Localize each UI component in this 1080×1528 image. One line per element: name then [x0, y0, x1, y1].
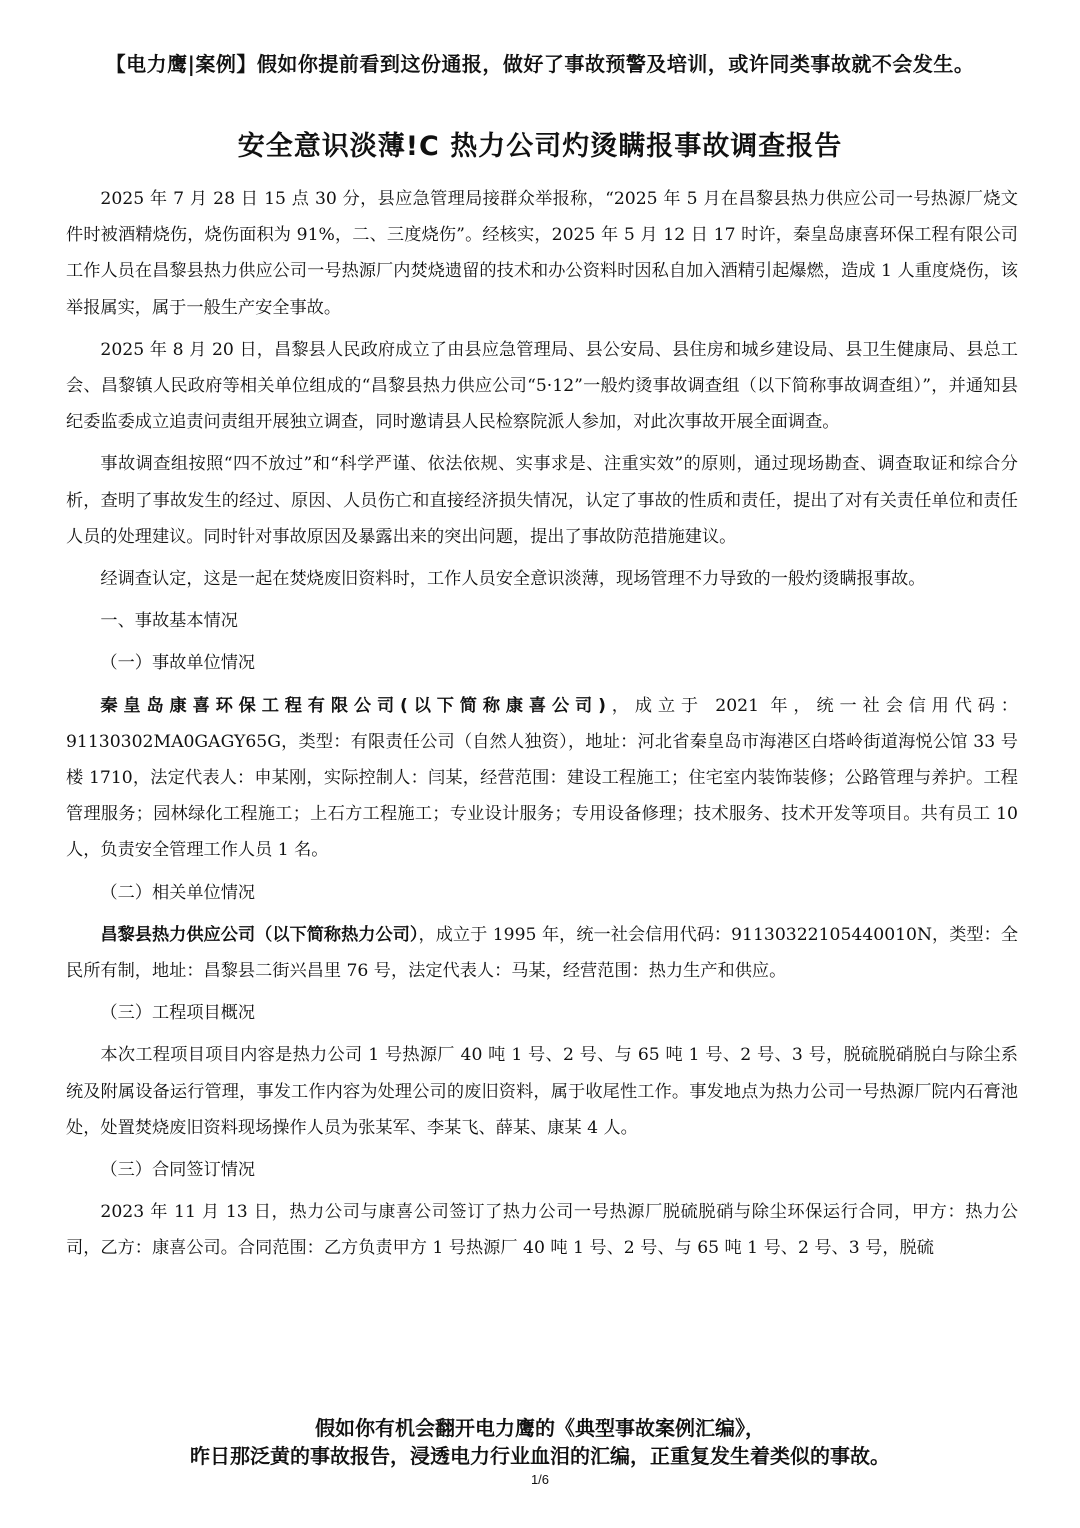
footer-line: 昨日那泛黄的事故报告，浸透电力行业血泪的汇编，正重复发生着类似的事故。	[190, 1444, 890, 1468]
paragraph: 本次工程项目项目内容是热力公司 1 号热源厂 40 吨 1 号、2 号、与 65 吨 1 号、2 号、3 号，脱硫脱硝脱白与除尘系统及附属设备运行管理，事发工作内容为处理公司的废旧资料，属于收尾性工作。事发地点为热力公司一号热源厂院内石膏池处，处置焚烧废旧资料现场操作人员为张某军、李某飞、薛某、康某 4 人。	[66, 1045, 1018, 1138]
report-body	[66, 181, 1018, 1273]
page-number: 1/6	[530, 1472, 550, 1487]
paragraph: 2025 年 7 月 28 日 15 点 30 分，县应急管理局接群众举报称，“2025 年 5 月在昌黎县热力供应公司一号热源厂烧文件时被酒精烧伤，烧伤面积为 91%，二、三度烧伤”。经核实，2025 年 5 月 12 日 17 时许，秦皇岛康喜环保工程有限公司工作人员在昌黎县热力供应公司一号热源厂内焚烧遗留的技术和办公资料时因私自加入酒精引起爆燃，造成 1 人重度烧伤，该举报属实，属于一般生产安全事故。	[66, 189, 1018, 318]
subsection-heading: （三）合同签订情况	[100, 1160, 256, 1181]
paragraph-text: ，成立于 1995 年，统一社会信用代码：91130322105440010N，类型：全民所有制，地址：昌黎县二街兴昌里 76 号，法定代表人：马某，经营范围：热力生产和供应。	[66, 924, 1019, 982]
report-title: 安全意识淡薄!C 热力公司灼烫瞒报事故调查报告	[237, 131, 843, 162]
company-name: 秦皇岛康喜环保工程有限公司(以下简称康喜公司)	[100, 695, 606, 716]
promo-footer	[0, 1414, 1080, 1470]
promo-banner: 【电力鹰|案例】假如你提前看到这份通报，做好了事故预警及培训，或许同类事故就不会发生。	[105, 52, 975, 76]
paragraph: 经调查认定，这是一起在焚烧废旧资料时，工作人员安全意识淡薄，现场管理不力导致的一般灼烫瞒报事故。	[100, 569, 926, 590]
paragraph	[66, 917, 1018, 989]
paragraph	[66, 688, 1018, 869]
paragraph: 2025 年 8 月 20 日，昌黎县人民政府成立了由县应急管理局、县公安局、县住房和城乡建设局、县卫生健康局、县总工会、昌黎镇人民政府等相关单位组成的“昌黎县热力供应公司“5·12”一般灼烫事故调查组（以下简称事故调查组）”，并通知县纪委监委成立追责问责组开展独立调查，同时邀请县人民检察院派人参加，对此次事故开展全面调查。	[66, 339, 1018, 433]
paragraph-text: ，成立于 2021 年，统一社会信用代码：91130302MA0GAGY65G，类型：有限责任公司（自然人独资），地址：河北省秦皇岛市海港区白塔岭街道海悦公馆 33 号楼 1710，法定代表人：申某刚，实际控制人：闫某，经营范围：建设工程施工；住宅室内装饰装修；公路管理与养护。工程管理服务；园林绿化工程施工；上石方工程施工；专业设计服务；专用设备修理；技术服务、技术开发等项目。共有员工 10 人，负责安全管理工作人员 1 名。	[66, 695, 1018, 861]
paragraph: 2023 年 11 月 13 日，热力公司与康喜公司签订了热力公司一号热源厂脱硫脱硝与除尘环保运行合同，甲方：热力公司，乙方：康喜公司。合同范围：乙方负责甲方 1 号热源厂 40 吨 1 号、2 号、与 65 吨 1 号、2 号、3 号，脱硫	[66, 1202, 1018, 1259]
subsection-heading: （一）事故单位情况	[100, 653, 256, 674]
footer-line: 假如你有机会翻开电力鹰的《典型事故案例汇编》，	[315, 1416, 765, 1440]
subsection-heading: （二）相关单位情况	[100, 882, 256, 903]
company-name: 昌黎县热力供应公司（以下简称热力公司）	[100, 924, 419, 945]
subsection-heading: （三）工程项目概况	[100, 1003, 256, 1024]
section-heading: 一、事故基本情况	[100, 611, 238, 632]
paragraph: 事故调查组按照“四不放过”和“科学严谨、依法依规、实事求是、注重实效”的原则，通过现场勘查、调查取证和综合分析，查明了事故发生的经过、原因、人员伤亡和直接经济损失情况，认定了事故的性质和责任，提出了对有关责任单位和责任人员的处理建议。同时针对事故原因及暴露出来的突出问题，提出了事故防范措施建议。	[66, 454, 1018, 547]
